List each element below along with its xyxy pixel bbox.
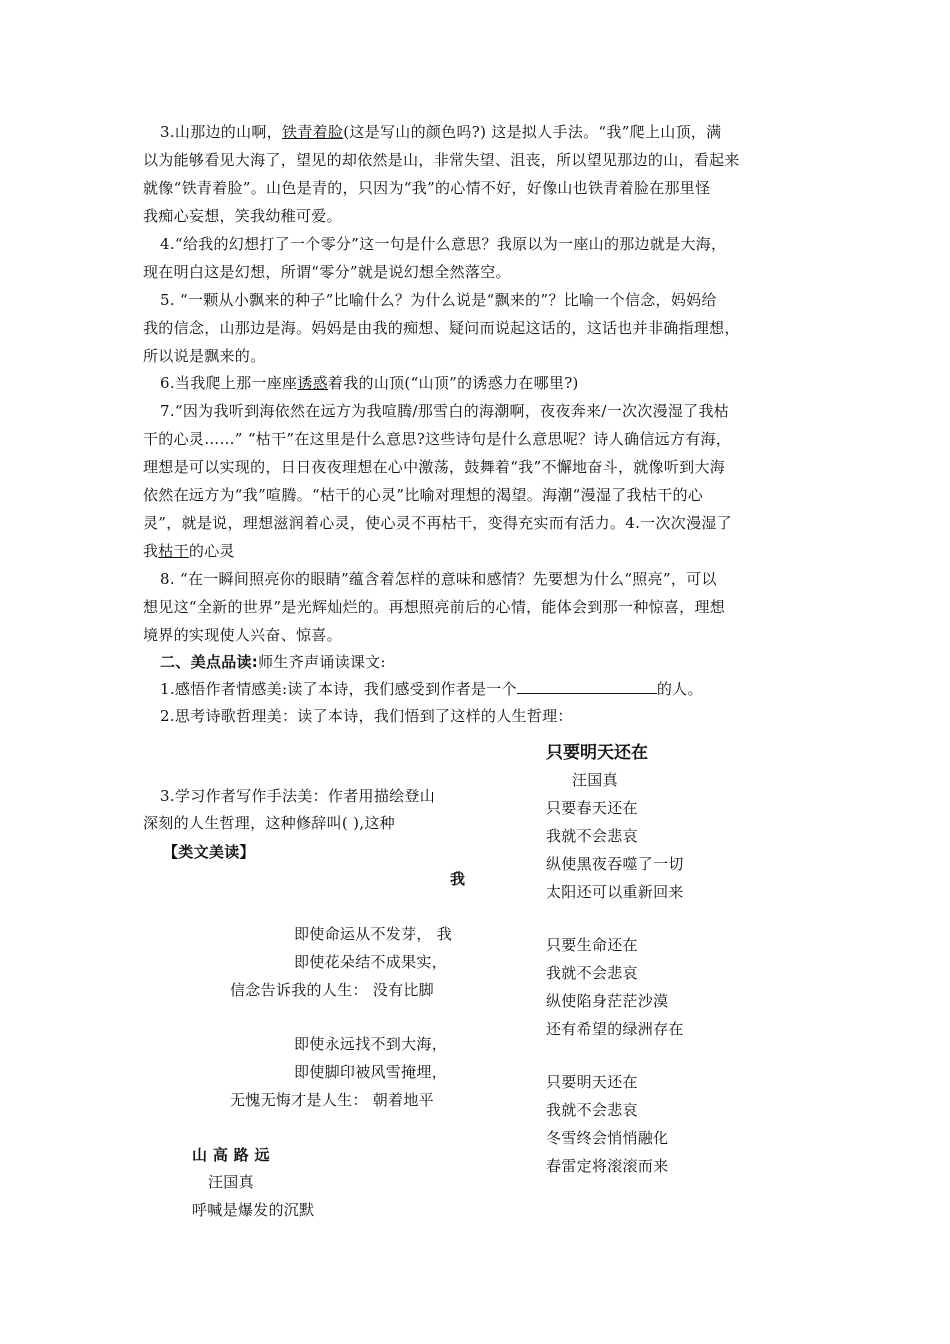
question-3-line-2: 深刻的人生哲理，这种修辞叫( ),这种 [143, 814, 395, 832]
overlay-box [466, 775, 946, 1205]
para7-line-3: 理想是可以实现的，日日夜夜理想在心中激荡，鼓舞着“我”不懈地奋斗，就像听到大海 [143, 458, 726, 476]
poem3-line: 只要明天还在 [546, 1073, 638, 1091]
poem2-line-1: 呼喊是爆发的沉默 [192, 1201, 315, 1219]
para6-line: 6.当我爬上那一座座诱惑着我的山顶(“山顶”的诱惑力在哪里?) [160, 374, 579, 392]
section2-heading: 二、美点品读:师生齐声诵读课文: [160, 653, 386, 671]
poem1-line-3: 信念告诉我的人生： 没有比脚 [230, 981, 434, 999]
para3-line-4: 我痴心妄想，笑我幼稚可爱。 [143, 207, 342, 225]
poem1-line-2: 即使花朵结不成果实， [294, 953, 448, 971]
para3-line-1: 3.山那边的山啊，铁青着脸(这是写山的颜色吗?) 这是拟人手法。“我”爬上山顶，满 [160, 123, 722, 141]
poem2-author: 汪国真 [208, 1173, 254, 1191]
para8-line-3: 境界的实现使人兴奋、惊喜。 [143, 626, 342, 644]
related-reading-heading: 【类文美读】 [163, 843, 255, 861]
answer-blank [517, 679, 657, 694]
para8-line-1: 8. “在一瞬间照亮你的眼睛”蕴含着怎样的意味和感情？先要想为什么“照亮”，可以 [160, 570, 717, 588]
poem3-author: 汪国真 [572, 771, 618, 789]
para8-line-2: 想见这“全新的世界”是光辉灿烂的。再想照亮前后的心情，能体会到那一种惊喜，理想 [143, 598, 726, 616]
para4-line-1: 4.“给我的幻想打了一个零分”这一句是什么意思？我原以为一座山的那边就是大海， [160, 235, 727, 253]
question-3-line-1: 3.学习作者写作手法美：作者用描绘登山 [160, 787, 436, 805]
question-2: 2.思考诗歌哲理美：读了本诗，我们悟到了这样的人生哲理： [160, 707, 573, 725]
poem3-line: 我就不会悲哀 [546, 827, 638, 845]
para7-line-4: 依然在远方为“我”喧腾。“枯干的心灵”比喻对理想的渴望。海潮“漫湿了我枯干的心 [143, 486, 704, 504]
para4-line-2: 现在明白这是幻想，所谓“零分”就是说幻想全然落空。 [143, 263, 511, 281]
poem3-line: 还有希望的绿洲存在 [546, 1020, 684, 1038]
underlined-phrase: 铁青着脸 [282, 123, 344, 141]
underlined-word: 诱惑 [297, 374, 328, 392]
underlined-word: 枯干 [158, 542, 189, 560]
poem3-line: 春雷定将滚滚而来 [546, 1157, 669, 1175]
para7-line-2: 干的心灵……” “枯干”在这里是什么意思?这些诗句是什么意思呢？诗人确信远方有海， [143, 430, 732, 448]
question-1: 1.感悟作者情感美:读了本诗，我们感受到作者是一个 的人。 [160, 680, 703, 698]
poem3-title: 只要明天还在 [546, 743, 648, 763]
poem3-line: 我就不会悲哀 [546, 1101, 638, 1119]
hidden-title-char: 我 [450, 870, 466, 888]
para5-line-3: 所以说是飘来的。 [143, 347, 266, 365]
poem3-line: 只要生命还在 [546, 936, 638, 954]
poem1-line-1: 即使命运从不发芽， 我 [294, 925, 453, 943]
para5-line-1: 5. “一颗从小飘来的种子”比喻什么？为什么说是“飘来的”？比喻一个信念，妈妈给 [160, 291, 717, 309]
poem3-line: 太阳还可以重新回来 [546, 883, 684, 901]
poem3-line: 我就不会悲哀 [546, 964, 638, 982]
poem1-line-4: 即使永远找不到大海， [294, 1035, 448, 1053]
para5-line-2: 我的信念，山那边是海。妈妈是由我的痴想、疑问而说起这话的，这话也并非确指理想， [143, 319, 740, 337]
poem2-title: 山 高 路 远 [192, 1146, 270, 1164]
poem3-line: 纵使黑夜吞噬了一切 [546, 855, 684, 873]
poem1-line-6: 无愧无悔才是人生： 朝着地平 [230, 1091, 434, 1109]
para7-line-6: 我枯干的心灵 [143, 542, 235, 560]
para7-line-5: 灵”，就是说，理想滋润着心灵，使心灵不再枯干，变得充实而有活力。4.一次次漫湿了 [143, 514, 732, 532]
poem3-line: 只要春天还在 [546, 799, 638, 817]
para7-line-1: 7.“因为我听到海依然在远方为我喧腾/那雪白的海潮啊，夜夜奔来/一次次漫湿了我枯 [160, 402, 730, 420]
para3-line-2: 以为能够看见大海了，望见的却依然是山，非常失望、沮丧，所以望见那边的山，看起来 [143, 151, 740, 169]
poem1-line-5: 即使脚印被风雪掩埋， [294, 1063, 448, 1081]
poem3-line: 纵使陷身茫茫沙漠 [546, 992, 669, 1010]
para3-line-3: 就像“铁青着脸”。山色是青的，只因为“我”的心情不好，好像山也铁青着脸在那里怪 [143, 179, 711, 197]
poem3-line: 冬雪终会悄悄融化 [546, 1129, 669, 1147]
